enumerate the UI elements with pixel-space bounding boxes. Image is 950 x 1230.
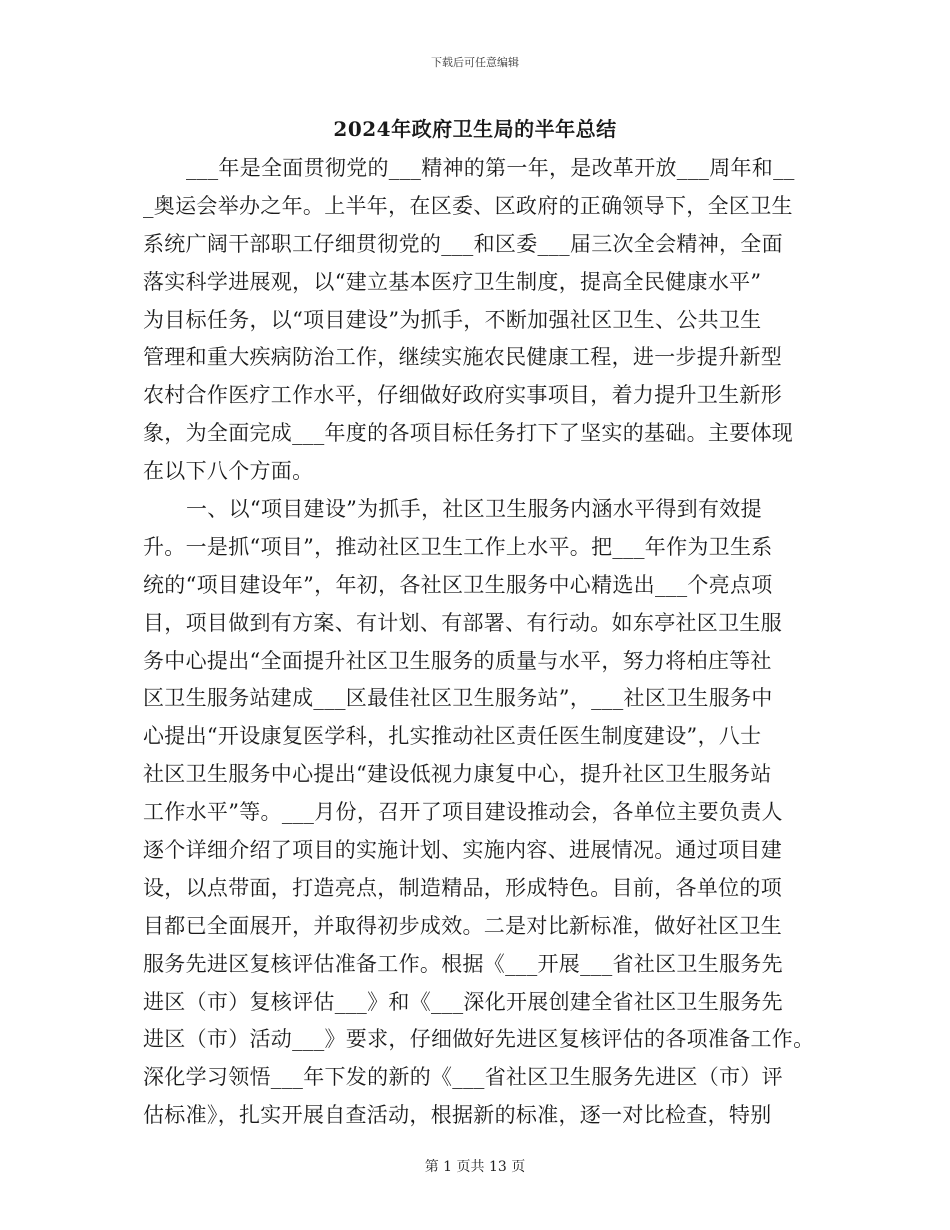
- body-text-line: 管理和重大疾病防治工作，继续实施农民健康工程，进一步提升新型: [143, 345, 782, 370]
- body-text-line: 逐个详细介绍了项目的实施计划、实施内容、进展情况。通过项目建: [143, 838, 782, 863]
- body-text-line: 深化学习领悟___年下发的新的《___省社区卫生服务先进区（市）评: [143, 1065, 783, 1090]
- body-text-line: 为目标任务，以“项目建设”为抓手，不断加强社区卫生、公共卫生: [143, 307, 762, 332]
- body-text-line: 区卫生服务站建成___区最佳社区卫生服务站”，___社区卫生服务中: [143, 686, 773, 711]
- document-title: 2024年政府卫生局的半年总结: [333, 117, 617, 141]
- document-body: [143, 150, 823, 1135]
- body-text-line: 设，以点带面，打造亮点，制造精品，形成特色。目前，各单位的项: [143, 875, 782, 900]
- body-text-line: 在以下八个方面。: [143, 459, 314, 484]
- body-text-line: 估标准》，扎实开展自查活动，根据新的标准，逐一对比检查，特别: [143, 1103, 772, 1128]
- body-text-line: 心提出“开设康复医学科，扎实推动社区责任医生制度建设”，八士: [143, 724, 762, 749]
- page-footer: 第 1 页共 13 页: [424, 1159, 526, 1175]
- body-text-line: _奥运会举办之年。上半年，在区委、区政府的正确领导下，全区卫生: [143, 193, 793, 218]
- body-text-line: 统的“项目建设年”，年初，各社区卫生服务中心精选出___个亮点项: [143, 572, 773, 597]
- body-text-line: 务中心提出“全面提升社区卫生服务的质量与水平，努力将柏庄等社: [143, 648, 772, 673]
- body-text-line: 工作水平”等。___月份，召开了项目建设推动会，各单位主要负责人: [143, 800, 783, 825]
- body-text-line: 升。一是抓“项目”，推动社区卫生工作上水平。把___年作为卫生系: [143, 534, 773, 559]
- body-text-line: 落实科学进展观，以“建立基本医疗卫生制度，提高全民健康水平”: [143, 269, 762, 294]
- body-text-line: 进区（市）活动___》要求，仔细做好先进区复核评估的各项准备工作。: [143, 1027, 815, 1052]
- body-text-line: 系统广阔干部职工仔细贯彻党的___和区委___届三次全会精神，全面: [143, 231, 783, 256]
- body-text-line: 目，项目做到有方案、有计划、有部署、有行动。如东亭社区卫生服: [143, 610, 782, 635]
- header-note: 下载后可任意编辑: [431, 56, 519, 69]
- body-text-line: 目都已全面展开，并取得初步成效。二是对比新标准，做好社区卫生: [143, 913, 782, 938]
- body-text-line: 象，为全面完成___年度的各项目标任务打下了坚实的基础。主要体现: [143, 421, 794, 446]
- body-text-line: 进区（市）复核评估___》和《___深化开展创建全省社区卫生服务先: [143, 989, 783, 1014]
- body-text-line: 社区卫生服务中心提出“建设低视力康复中心，提升社区卫生服务站: [143, 762, 772, 787]
- body-text-line: 农村合作医疗工作水平，仔细做好政府实事项目，着力提升卫生新形: [143, 383, 782, 408]
- body-text-line: 一、以“项目建设”为抓手，社区卫生服务内涵水平得到有效提: [186, 497, 762, 522]
- body-text-line: ___年是全面贯彻党的___精神的第一年，是改革开放___周年和__: [186, 156, 795, 180]
- body-text-line: 服务先进区复核评估准备工作。根据《___开展___省社区卫生服务先: [143, 951, 783, 976]
